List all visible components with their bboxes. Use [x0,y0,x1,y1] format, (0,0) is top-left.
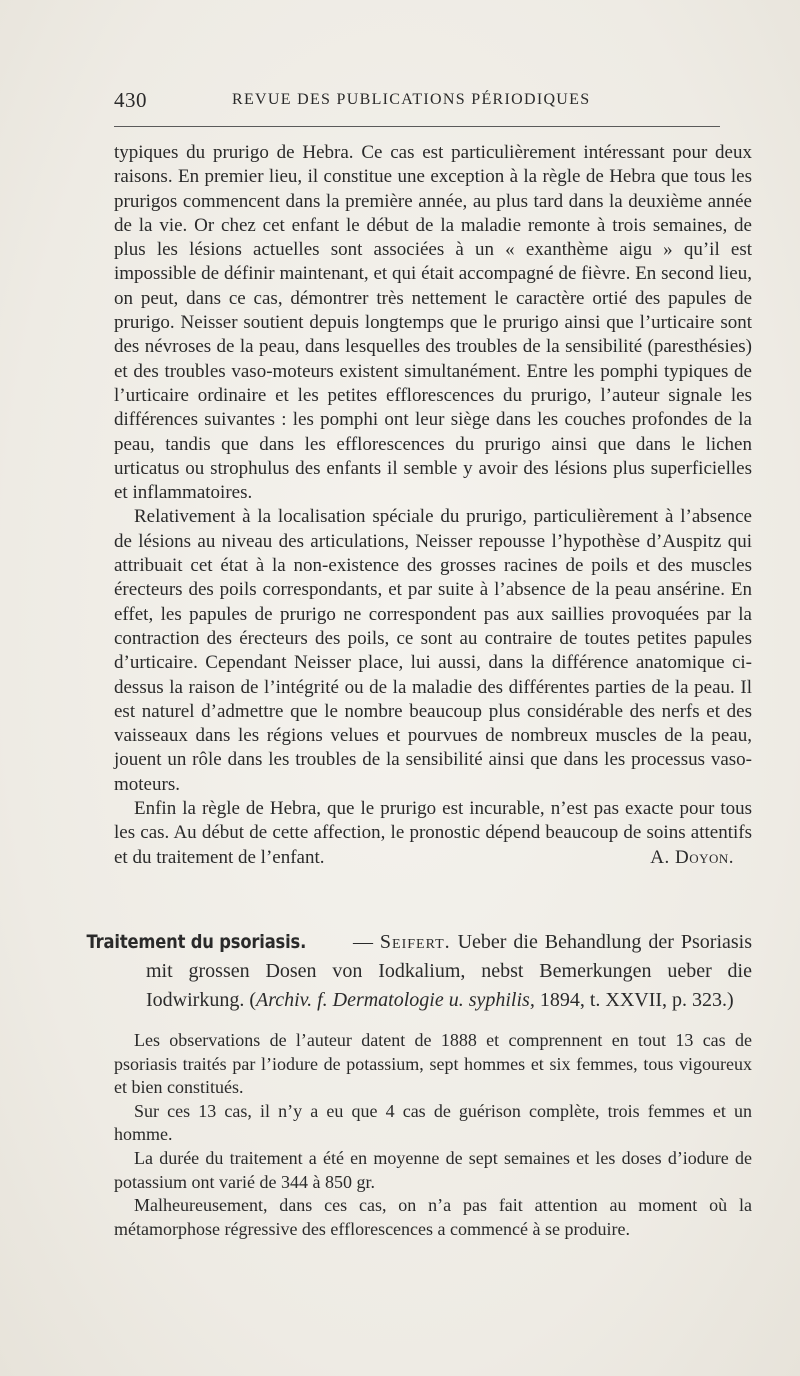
article-heading [86,928,752,1015]
body-paragraph: Malheureusement, dans ces cas, on n’a pas fait attention au moment où la métamorphose régressive des efflorescences a commencé à se produire. [114,1195,752,1239]
paragraph-2: Relativement à la localisation spéciale du prurigo, particulièrement à l’absence de lésions au niveau des articulations, Neisser repousse l’hypothèse d’Auspitz qui attribuait cet état à la non-existence des grosses racines de poils et des muscles érecteurs des poils correspondants, et par suite à l’absence de la peau ansérine. En effet, les papules de prurigo ne correspondent pas aux saillies provoquées par la contraction des érecteurs des poils, ce sont au contraire de toutes petites papules d’urticaire. Cependant Neisser place, lui aussi, dans la différence anatomique ci-dessus la raison de l’intégrité ou de la maladie des différentes parties de la peau. Il est naturel d’admettre que le nombre beaucoup plus considérable des nerfs et des vaisseaux dans les régions velues et pourvues de nombreux muscles de la peau, jouent un rôle dans les troubles de la sensibilité ainsi que dans les processus vaso-moteurs. [114,506,752,795]
article-title: Traitement du psoriasis. [86,931,307,953]
signature: A. Doyon. [650,846,734,868]
body-paragraph: La durée du traitement a été en moyenne de sept semaines et les doses d’iodure de potassium ont varié de 344 à 850 gr. [114,1147,752,1192]
page-header [114,88,754,118]
article-citation: Ueber die Behandlung der Psoriasis mit grossen Dosen von Iodkalium, nebst Bemerkungen ueber die Iodwirkung. ( [146,931,752,1011]
article-psoriasis [86,928,752,1241]
article-continued [114,141,752,870]
title-dash: — [346,931,380,953]
paragraph-1: typiques du prurigo de Hebra. Ce cas est particulièrement intéressant pour deux raisons. En premier lieu, il constitue une exception à la règle de Hebra que tous les prurigos commencent dans la première année, au plus tard dans la deuxième année de la vie. Or chez cet enfant le début de la maladie remonte à trois semaines, de plus les lésions actuelles sont associées à un « exanthème aigu » qu’il est impossible de définir maintenant, et qui était accompagné de fièvre. En second lieu, on peut, dans ce cas, démontrer très nettement le caractère ortié des papules de prurigo. Neisser soutient depuis longtemps que le prurigo ainsi que l’urticaire sont des névroses de la peau, dans lesquelles des troubles de la sensibilité (paresthésies) et des troubles vaso-moteurs existent simultanément. Entre les pomphi typiques de l’urticaire ordinaire et les petites efflorescences du prurigo, l’auteur signale les différences suivantes : les pomphi ont leur siège dans les couches profondes de la peau, tandis que dans les efflorescences du prurigo ainsi que dans le lichen urticatus ou strophulus des enfants il semble y avoir des lésions plus superficielles et inflammatoires. [114,142,752,504]
article-body [114,1029,752,1241]
header-rule [114,126,720,127]
journal-name: Archiv. f. Dermatologie u. syphilis, [255,989,535,1011]
paragraph-3 [114,797,752,870]
paragraph-3-text: Enfin la règle de Hebra, que le prurigo est incurable, n’est pas exacte pour tous les cas. Au début de cette affection, le pronostic dépend beaucoup de soins attentifs et du traitement de l’enfant. [114,798,752,868]
article-author: Seifert. [379,931,451,953]
body-paragraph: Sur ces 13 cas, il n’y a eu que 4 cas de guérison complète, trois femmes et un homme. [114,1100,752,1145]
page-number: 430 [114,88,147,112]
body-paragraph: Les observations de l’auteur datent de 1888 et comprennent en tout 13 cas de psoriasis traités par l’iodure de potassium, sept hommes et six femmes, tous vigoureux et bien constitués. [114,1030,752,1098]
running-title: REVUE DES PUBLICATIONS PÉRIODIQUES [232,91,591,108]
citation-end: 1894, t. XXVII, p. 323.) [534,989,734,1011]
